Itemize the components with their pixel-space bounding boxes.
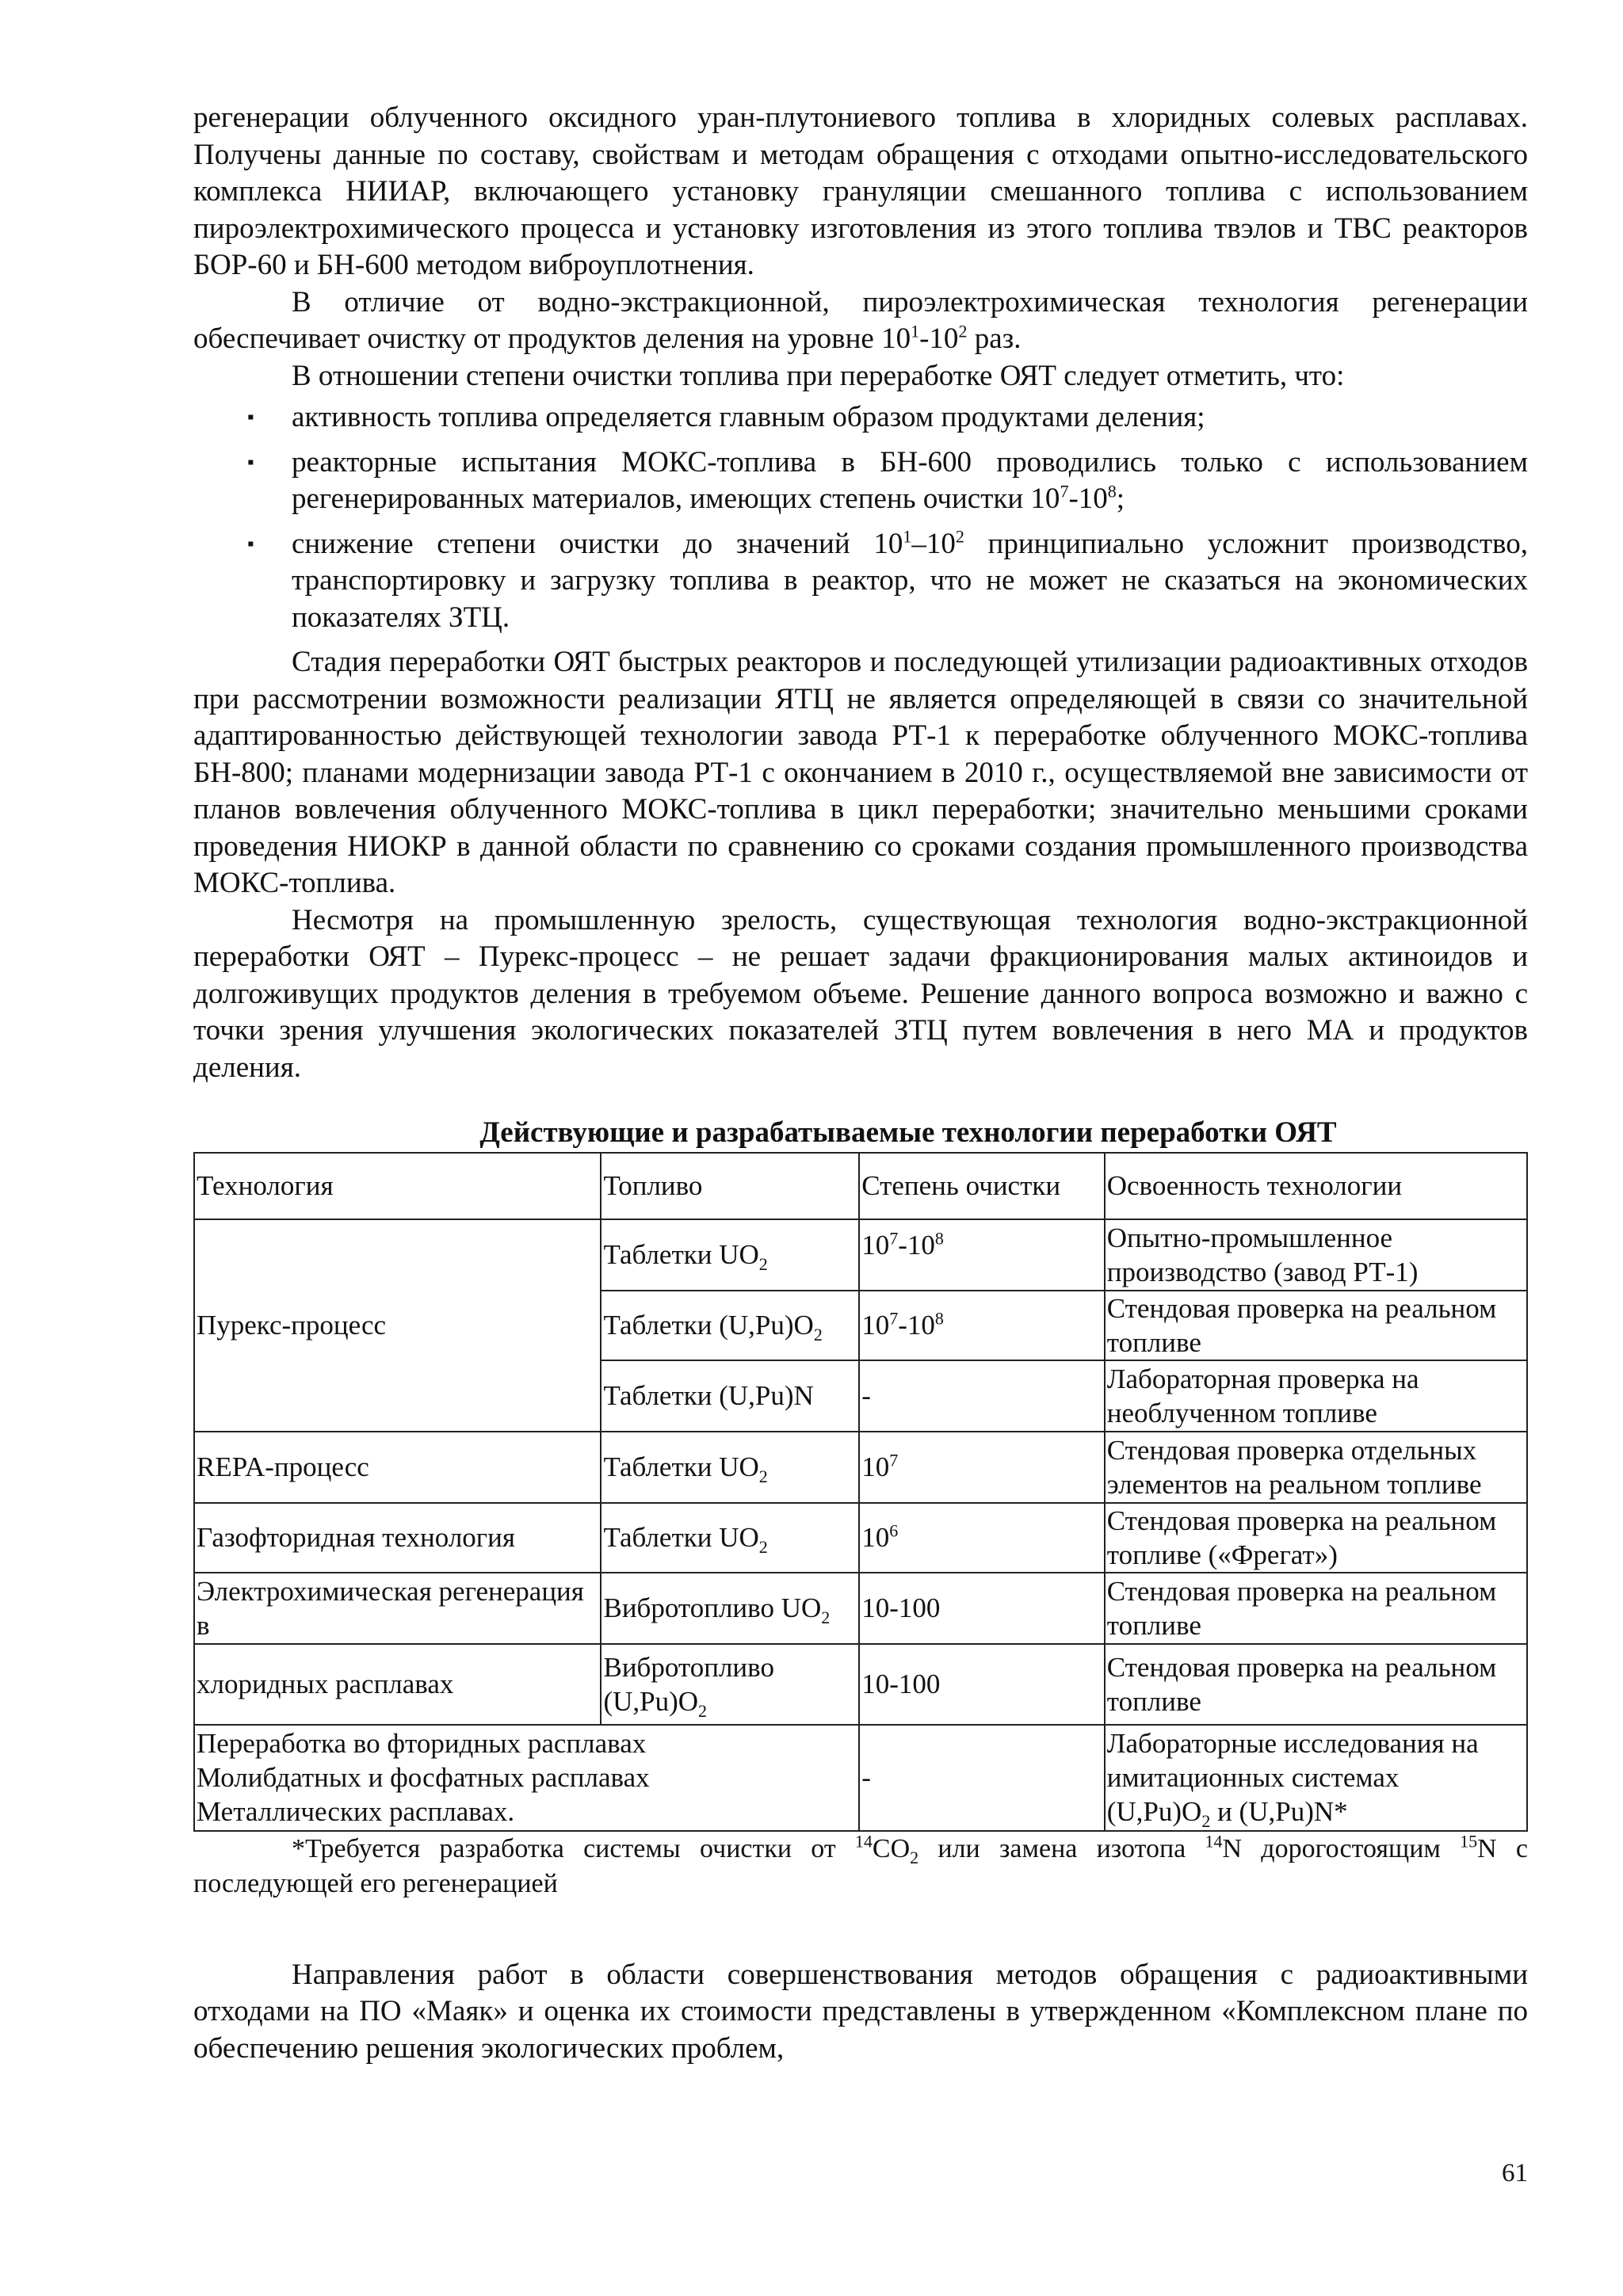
technologies-table xyxy=(193,1152,1528,1832)
table-cell: хлоридных расплавах xyxy=(194,1644,601,1725)
table-row xyxy=(194,1573,1527,1644)
table-footnote: *Требуется разработка системы очистки от $^{14}CO_2$ или замена изотопа $^{14}$N дорогостоящим $^{15}$N с последующей его регенерацией xyxy=(193,1831,1528,1898)
table-row xyxy=(194,1432,1527,1503)
paragraph: регенерации облученного оксидного уран-плутониевого топлива в хлоридных солевых расплавах. Получены данные по составу, свойствам и методам обращения с отходами опытно-исследовательского комплекса НИИАР, включающего установку грануляции смешанного топлива с использованием пироэлектрохимического процесса и установку изготовления из этого топлива твэлов и ТВС реакторов БОР-60 и БН-600 методом виброуплотнения. xyxy=(193,101,1528,281)
page-number: 61 xyxy=(1502,2159,1528,2187)
table-row xyxy=(194,1725,1527,1831)
table-cell: - xyxy=(859,1725,1105,1831)
list-item: ▪ реакторные испытания МОКС-топлива в БН-600 проводились только с использованием регенерированных материалов, имеющих степень очистки $10^7-10^8$; xyxy=(247,445,1528,515)
paragraph: Направления работ в области совершенствования методов обращения с радиоактивными отходами на ПО «Маяк» и оценка их стоимости представлены в утвержденном «Комплексном плане по обеспечению решения экологических проблем, xyxy=(193,1958,1528,2065)
paragraph: В отношении степени очистки топлива при переработке ОЯТ следует отметить, что: xyxy=(292,359,1345,392)
table-cell: Газофторидная технология xyxy=(194,1503,601,1573)
table-row xyxy=(194,1503,1527,1573)
bullet-icon: ▪ xyxy=(247,533,254,555)
table-cell: Таблетки $UO_2$ xyxy=(601,1219,859,1291)
table-row xyxy=(194,1644,1527,1725)
table-header-row xyxy=(194,1153,1527,1219)
paragraph: Стадия переработки ОЯТ быстрых реакторов и последующей утилизации радиоактивных отходов при рассмотрении возможности реализации ЯТЦ не является определяющей в связи со значительной адаптированностью действующей технологии завода РТ-1 к переработке облученного МОКС-топлива БН-800; планами модернизации завода РТ-1 с окончанием в 2010 г., осуществляемой вне зависимости от планов вовлечения облученного МОКС-топлива в цикл переработки; значительно меньшими сроками проведения НИОКР в данной области по сравнению со сроками создания промышленного производства МОКС-топлива. xyxy=(193,646,1528,899)
bullet-icon: ▪ xyxy=(247,452,254,473)
column-header: Топливо xyxy=(601,1153,859,1219)
table-cell: Вибротопливо $UO_2$ xyxy=(601,1573,859,1644)
table-cell: Таблетки (U,Pu)N xyxy=(601,1360,859,1432)
table-cell: Опытно-промышленное производство (завод РТ-1) xyxy=(1105,1219,1527,1291)
document-page xyxy=(193,100,1528,2067)
bullet-icon: ▪ xyxy=(247,407,254,428)
table-cell: Вибротопливо $(U,Pu)O_2$ xyxy=(601,1644,859,1725)
table-cell: Стендовая проверка на реальном топливе xyxy=(1105,1573,1527,1644)
table-cell: $10^7-10^8$ xyxy=(859,1219,1105,1291)
bullet-list xyxy=(193,399,1528,636)
table-cell: Электрохимическая регенерация в xyxy=(194,1573,601,1644)
table-cell: Стендовая проверка на реальном топливе xyxy=(1105,1291,1527,1360)
table-cell: Пурекс-процесс xyxy=(194,1219,601,1432)
table-cell: - xyxy=(859,1360,1105,1432)
table-cell: 10-100 xyxy=(859,1644,1105,1725)
table-cell: Таблетки $UO_2$ xyxy=(601,1432,859,1503)
table-cell: Стендовая проверка на реальном топливе xyxy=(1105,1644,1527,1725)
table-caption: Действующие и разрабатываемые технологии переработки ОЯТ xyxy=(479,1116,1337,1149)
table-row xyxy=(194,1219,1527,1291)
table-cell: Лабораторная проверка на необлученном топливе xyxy=(1105,1360,1527,1432)
table-cell: Переработка во фторидных расплавах Молибдатных и фосфатных расплавах Металлических расплавах. xyxy=(194,1725,859,1831)
table-cell: $10^7$ xyxy=(859,1432,1105,1503)
table-cell: 10-100 xyxy=(859,1573,1105,1644)
column-header: Технология xyxy=(194,1153,601,1219)
paragraph: В отличие от водно-экстракционной, пироэлектрохимическая технология регенерации обеспечивает очистку от продуктов деления на уровне $10^1-10^2$ раз. xyxy=(193,285,1528,355)
list-item: ▪ снижение степени очистки до значений $10^1-10^2$ принципиально усложнит производство, транспортировку и загрузку топлива в реактор, что не может не сказаться на экономических показателях ЗТЦ. xyxy=(247,526,1528,634)
table-cell: Таблетки $(U,Pu)O_2$ xyxy=(601,1291,859,1360)
list-item: ▪ активность топлива определяется главным образом продуктами деления; xyxy=(193,399,1528,437)
table-cell: Таблетки $UO_2$ xyxy=(601,1503,859,1573)
table-cell: REPA-процесс xyxy=(194,1432,601,1503)
table-cell: $10^6$ xyxy=(859,1503,1105,1573)
table-cell: $10^7-10^8$ xyxy=(859,1291,1105,1360)
table-cell: Лабораторные исследования на имитационных системах $(U,Pu)O_2$ и (U,Pu)N* xyxy=(1105,1725,1527,1831)
column-header: Степень очистки xyxy=(859,1153,1105,1219)
table-cell: Стендовая проверка на реальном топливе («Фрегат») xyxy=(1105,1503,1527,1573)
paragraph: Несмотря на промышленную зрелость, существующая технология водно-экстракционной переработки ОЯТ – Пурекс-процесс – не решает задачи фракционирования малых актиноидов и долгоживущих продуктов деления в требуемом объеме. Решение данного вопроса возможно и важно с точки зрения улучшения экологических показателей ЗТЦ путем вовлечения в него МА и продуктов деления. xyxy=(193,903,1528,1084)
column-header: Освоенность технологии xyxy=(1105,1153,1527,1219)
table-cell: Стендовая проверка отдельных элементов на реальном топливе xyxy=(1105,1432,1527,1503)
